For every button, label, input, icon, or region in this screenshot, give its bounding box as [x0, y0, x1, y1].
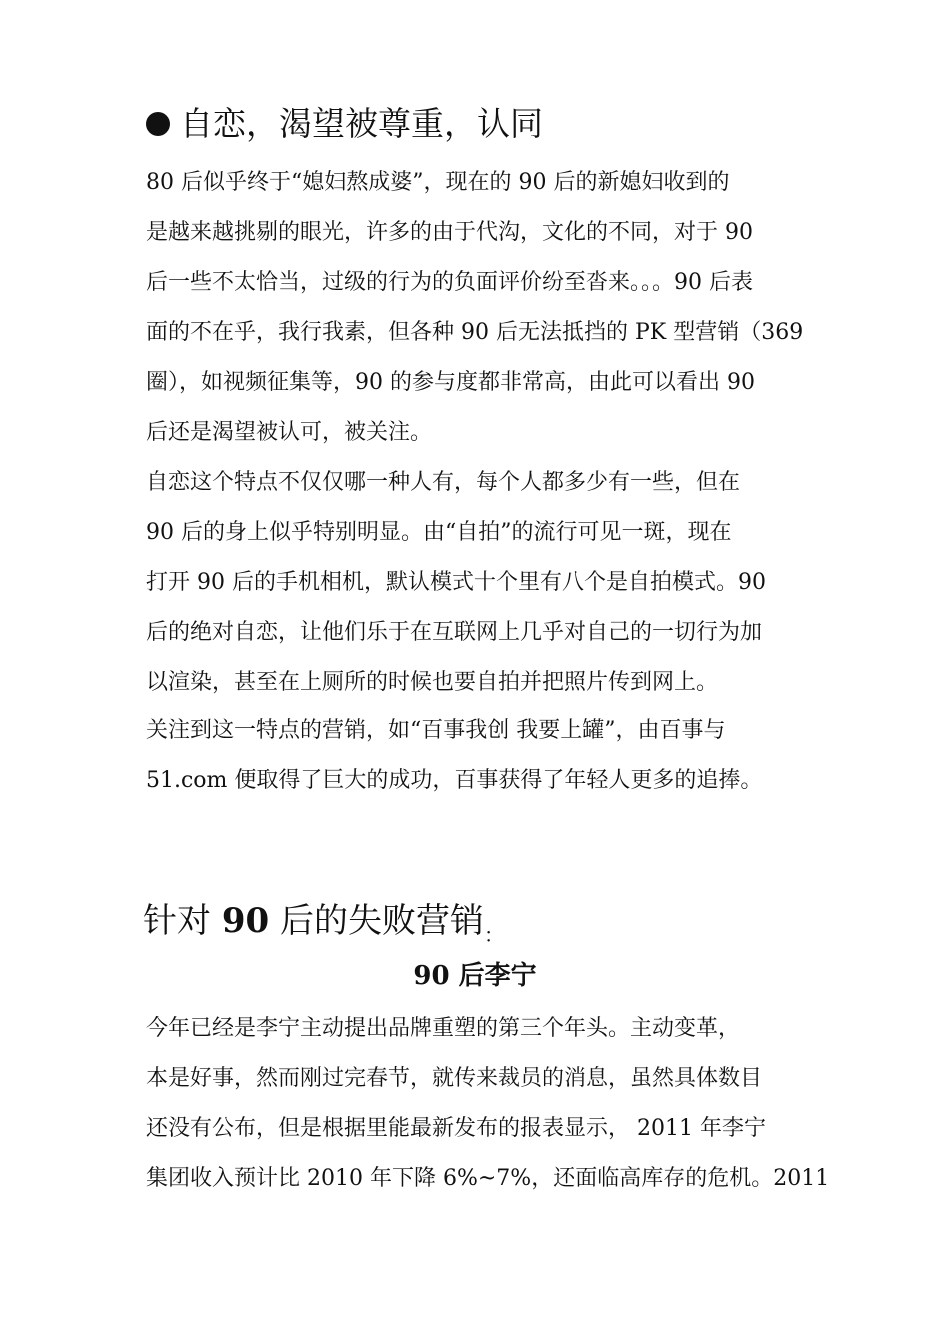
section-heading-narcissism [146, 100, 543, 148]
text-line: 面的不在乎，我行我素，但各种 90 后无法抵挡的 PK 型营销（369 [146, 320, 804, 345]
text-line: 后还是渴望被认可，被关注。 [146, 420, 433, 445]
section-heading-failed-marketing [143, 896, 504, 950]
text-line: 后的绝对自恋，让他们乐于在互联网上几乎对自己的一切行为加 [146, 620, 763, 645]
heading-suffix: 后的失败营销 [269, 901, 484, 941]
text-line: 集团收入预计比 2010 年下降 6%~7%，还面临高库存的危机。2011 [146, 1166, 830, 1191]
text-line: 后一些不太恰当，过级的行为的负面评价纷至沓来。。。90 后表 [146, 270, 753, 295]
text-line: 圈），如视频征集等，90 的参与度都非常高，由此可以看出 90 [146, 370, 755, 395]
text-line: 本是好事，然而刚过完春节，就传来裁员的消息，虽然具体数目 [146, 1066, 763, 1091]
text-line: 90 后的身上似乎特别明显。由“自拍”的流行可见一斑，现在 [146, 520, 732, 545]
section-heading-text: 自恋，渴望被尊重，认同 [180, 104, 543, 143]
text-line: 51.com 便取得了巨大的成功，百事获得了年轻人更多的追捧。 [146, 768, 763, 793]
paragraph-3 [146, 706, 812, 806]
text-line: 80 后似乎终于“媳妇熬成婆”，现在的 90 后的新媳妇收到的 [146, 170, 730, 195]
text-line: 是越来越挑剔的眼光，许多的由于代沟，文化的不同，对于 90 [146, 220, 753, 245]
text-line: 还没有公布，但是根据里能最新发布的报表显示， 2011 年李宁 [146, 1116, 766, 1141]
bullet-icon [146, 112, 170, 136]
heading-colon: ： [483, 923, 504, 947]
heading-prefix: 针对 [143, 901, 222, 941]
text-line: 以渲染，甚至在上厕所的时候也要自拍并把照片传到网上。 [146, 670, 719, 695]
text-line: 今年已经是李宁主动提出品牌重塑的第三个年头。主动变革， [146, 1016, 741, 1041]
paragraph-2 [146, 458, 812, 708]
text-line: 关注到这一特点的营销，如“百事我创 我要上罐”，由百事与 [146, 718, 726, 743]
text-line: 自恋这个特点不仅仅哪一种人有，每个人都多少有一些，但在 [146, 470, 741, 495]
text-line: 打开 90 后的手机相机，默认模式十个里有八个是自拍模式。90 [146, 570, 766, 595]
heading-bold-number: 90 [221, 901, 270, 941]
paragraph-1 [146, 158, 812, 458]
paragraph-4 [146, 1004, 830, 1204]
subheading-li-ning: 90 后李宁 [413, 961, 537, 991]
